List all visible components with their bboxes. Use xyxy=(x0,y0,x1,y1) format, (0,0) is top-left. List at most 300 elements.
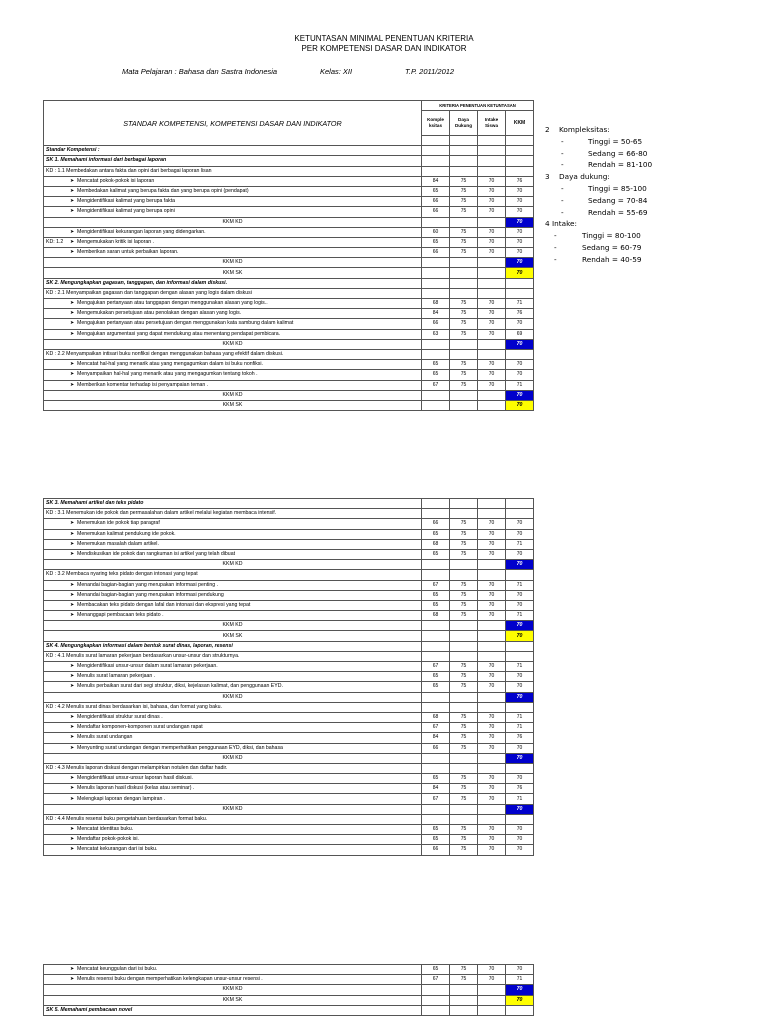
arrow-bullet-icon: ➤ xyxy=(70,663,75,670)
empty-cell xyxy=(506,570,534,580)
table-row xyxy=(44,580,534,590)
indicator-text: Membedakan kalimat yang berupa fakta dan yang berupa opini (pendapat) xyxy=(77,188,249,195)
intake-value: 70 xyxy=(478,539,506,549)
col-header-support: Daya Dukung xyxy=(450,111,478,136)
legend-marker: - xyxy=(561,160,564,170)
kkm-value: 71 xyxy=(506,299,534,309)
kkm-value: 70 xyxy=(506,186,534,196)
indicator-cell xyxy=(44,825,422,835)
indicator-cell xyxy=(44,845,422,855)
intake-value: 70 xyxy=(478,835,506,845)
arrow-bullet-icon: ➤ xyxy=(70,228,75,235)
arrow-bullet-icon: ➤ xyxy=(70,846,75,853)
support-value: 75 xyxy=(450,237,478,247)
empty-cell xyxy=(478,268,506,278)
indicator-cell xyxy=(44,360,422,370)
empty-cell xyxy=(422,288,450,298)
empty-cell xyxy=(478,278,506,288)
support-value: 75 xyxy=(450,590,478,600)
indicator-cell xyxy=(44,600,422,610)
empty-cell xyxy=(422,995,450,1005)
kkm-value: 76 xyxy=(506,176,534,186)
intake-value: 70 xyxy=(478,794,506,804)
empty-cell xyxy=(422,804,450,814)
basic-competency: KD : 2.1 Menyampaikan gagasan dan tanggapan dengan alasan yang logis dalam diskusi xyxy=(44,288,422,298)
complexity-value: 67 xyxy=(422,580,450,590)
empty-cell xyxy=(422,156,450,166)
complexity-value: 65 xyxy=(422,549,450,559)
indicator-text: Mengajukan pertanyaan atau tanggapan dengan menggunakan alasan yang logis.. xyxy=(77,300,268,307)
kd-row xyxy=(44,763,534,773)
indicator-text: Membacakan teks pidato dengan lafal dan intonasi dan ekspresi yang tepat xyxy=(77,601,251,608)
empty-cell xyxy=(450,621,478,631)
complexity-value: 84 xyxy=(422,309,450,319)
kkm-total: 70 xyxy=(506,985,534,995)
empty-cell xyxy=(506,288,534,298)
empty-cell xyxy=(422,692,450,702)
kkm-value: 70 xyxy=(506,197,534,207)
table-row xyxy=(44,197,534,207)
indicator-text: Memberikan komentar terhadap isi penyampaian teman . xyxy=(77,381,209,388)
kkm-total: 70 xyxy=(506,217,534,227)
kd-row xyxy=(44,349,534,359)
kkm-label: KKM KD xyxy=(44,560,422,570)
kd-code: KD: 1.2 xyxy=(46,238,64,245)
section-row xyxy=(44,1005,534,1015)
empty-cell xyxy=(422,339,450,349)
section-row xyxy=(44,146,534,156)
support-value: 75 xyxy=(450,529,478,539)
support-value: 75 xyxy=(450,380,478,390)
kkm-value: 70 xyxy=(506,319,534,329)
empty-cell xyxy=(450,349,478,359)
support-value: 75 xyxy=(450,319,478,329)
indicator-cell xyxy=(44,743,422,753)
kkm-label: KKM KD xyxy=(44,804,422,814)
table-row xyxy=(44,743,534,753)
basic-competency: KD : 3.1 Menemukan ide pokok dan permasalahan dalam artikel melalui kegiatan membaca intensif. xyxy=(44,509,422,519)
empty-cell xyxy=(422,258,450,268)
arrow-bullet-icon: ➤ xyxy=(70,249,75,256)
intake-value: 70 xyxy=(478,975,506,985)
empty-cell xyxy=(506,156,534,166)
support-value: 75 xyxy=(450,197,478,207)
intake-value: 70 xyxy=(478,611,506,621)
intake-value: 70 xyxy=(478,662,506,672)
kkm-value: 71 xyxy=(506,723,534,733)
empty-cell xyxy=(450,268,478,278)
table-row xyxy=(44,794,534,804)
table-row xyxy=(44,712,534,722)
support-value: 75 xyxy=(450,611,478,621)
empty-cell xyxy=(422,753,450,763)
kkm-row xyxy=(44,631,534,641)
kkm-value: 71 xyxy=(506,662,534,672)
school-year-label: T.P. 2011/2012 xyxy=(405,67,455,76)
kkm-value: 71 xyxy=(506,712,534,722)
support-value: 75 xyxy=(450,672,478,682)
kkm-value: 70 xyxy=(506,207,534,217)
intake-value: 70 xyxy=(478,519,506,529)
arrow-bullet-icon: ➤ xyxy=(70,976,75,983)
kkm-label: KKM KD xyxy=(44,985,422,995)
table-row xyxy=(44,370,534,380)
intake-value: 70 xyxy=(478,682,506,692)
kkm-value: 70 xyxy=(506,549,534,559)
support-value: 75 xyxy=(450,845,478,855)
section-row xyxy=(44,156,534,166)
indicator-text: Mencatat kekurangan dari isi buku. xyxy=(77,846,158,853)
indicator-text: Mengajukan argumentasi yang dapat mendukung atau menentang pendapat pembicara. xyxy=(77,330,281,337)
kkm-total: 70 xyxy=(506,339,534,349)
support-value: 75 xyxy=(450,370,478,380)
empty-cell xyxy=(450,166,478,176)
intake-value: 70 xyxy=(478,590,506,600)
kkm-row xyxy=(44,692,534,702)
empty-cell xyxy=(506,146,534,156)
support-value: 75 xyxy=(450,733,478,743)
indicator-cell xyxy=(44,723,422,733)
kkm-value: 70 xyxy=(506,672,534,682)
standard-competency: Standar Kompetensi : xyxy=(44,146,422,156)
intake-value: 70 xyxy=(478,329,506,339)
indicator-cell xyxy=(44,580,422,590)
support-value: 75 xyxy=(450,682,478,692)
indicator-text: Menemukan kalimat pendukung ide pokok. xyxy=(77,530,176,537)
kkm-value: 70 xyxy=(506,227,534,237)
indicator-cell xyxy=(44,299,422,309)
empty-cell xyxy=(506,641,534,651)
empty-cell xyxy=(478,390,506,400)
table-row xyxy=(44,309,534,319)
kd-row xyxy=(44,651,534,661)
intake-value: 70 xyxy=(478,580,506,590)
arrow-bullet-icon: ➤ xyxy=(70,188,75,195)
complexity-value: 66 xyxy=(422,743,450,753)
empty-cell xyxy=(506,814,534,824)
intake-value: 70 xyxy=(478,309,506,319)
empty-cell xyxy=(450,702,478,712)
intake-value: 70 xyxy=(478,743,506,753)
kkm-total: 70 xyxy=(506,631,534,641)
kkm-value: 76 xyxy=(506,309,534,319)
table-row xyxy=(44,600,534,610)
kkm-value: 70 xyxy=(506,682,534,692)
table-row xyxy=(44,319,534,329)
arrow-bullet-icon: ➤ xyxy=(70,724,75,731)
legend-marker: - xyxy=(554,231,557,241)
kkm-value: 70 xyxy=(506,835,534,845)
complexity-value: 66 xyxy=(422,197,450,207)
arrow-bullet-icon: ➤ xyxy=(70,612,75,619)
table-row xyxy=(44,825,534,835)
empty-cell xyxy=(450,390,478,400)
empty-cell xyxy=(506,702,534,712)
support-value: 75 xyxy=(450,360,478,370)
complexity-value: 84 xyxy=(422,733,450,743)
complexity-value: 65 xyxy=(422,825,450,835)
empty-cell xyxy=(478,814,506,824)
criteria-table-3 xyxy=(43,964,534,1016)
criteria-table-2 xyxy=(43,498,534,856)
intake-value: 70 xyxy=(478,299,506,309)
kkm-row xyxy=(44,217,534,227)
complexity-value: 65 xyxy=(422,965,450,975)
basic-competency: KD : 1.1 Membedakan antara fakta dan opini dari berbagai laporan lisan xyxy=(44,166,422,176)
kkm-label: KKM SK xyxy=(44,631,422,641)
arrow-bullet-icon: ➤ xyxy=(70,520,75,527)
complexity-value: 60 xyxy=(422,227,450,237)
indicator-text: Mendaftar komponen-komponen surat undangan rapat xyxy=(77,724,203,731)
table-row xyxy=(44,207,534,217)
empty-cell xyxy=(450,804,478,814)
empty-cell xyxy=(422,509,450,519)
indicator-cell xyxy=(44,197,422,207)
empty-cell xyxy=(450,509,478,519)
empty-cell xyxy=(450,278,478,288)
kkm-value: 71 xyxy=(506,580,534,590)
support-value: 75 xyxy=(450,176,478,186)
kkm-total: 70 xyxy=(506,258,534,268)
empty-cell xyxy=(478,804,506,814)
empty-cell xyxy=(422,166,450,176)
kkm-row xyxy=(44,560,534,570)
empty-cell xyxy=(450,400,478,410)
legend-text: Rendah = 55-69 xyxy=(588,207,648,217)
kkm-row xyxy=(44,985,534,995)
empty-cell xyxy=(478,763,506,773)
kd-row xyxy=(44,509,534,519)
intake-value: 70 xyxy=(478,360,506,370)
complexity-value: 65 xyxy=(422,672,450,682)
table-row xyxy=(44,965,534,975)
kkm-value: 70 xyxy=(506,237,534,247)
legend-marker: - xyxy=(554,242,557,252)
arrow-bullet-icon: ➤ xyxy=(70,826,75,833)
intake-value: 70 xyxy=(478,733,506,743)
empty-cell xyxy=(450,156,478,166)
complexity-value: 65 xyxy=(422,774,450,784)
legend-marker: - xyxy=(561,136,564,146)
arrow-bullet-icon: ➤ xyxy=(70,371,75,378)
kkm-value: 70 xyxy=(506,825,534,835)
support-value: 75 xyxy=(450,600,478,610)
empty-cell xyxy=(450,651,478,661)
kkm-total: 70 xyxy=(506,804,534,814)
indicator-text: Menemukan masalah dalam artikel. xyxy=(77,540,159,547)
intake-value: 70 xyxy=(478,774,506,784)
indicator-text: Mendiskusikan ide pokok dan rangkuman isi artikel yang telah dibuat xyxy=(77,551,236,558)
empty-cell xyxy=(422,631,450,641)
arrow-bullet-icon: ➤ xyxy=(70,361,75,368)
indicator-cell xyxy=(44,186,422,196)
indicator-text: Mencatat hal-hal yang menarik atau yang mengagumkan dalam isi buku nonfiksi. xyxy=(77,361,263,368)
table-row xyxy=(44,784,534,794)
support-value: 75 xyxy=(450,662,478,672)
indicator-cell xyxy=(44,539,422,549)
complexity-value: 84 xyxy=(422,784,450,794)
basic-competency: KD : 4.4 Menulis resensi buku pengetahuan berdasarkan format baku. xyxy=(44,814,422,824)
intake-value: 70 xyxy=(478,529,506,539)
indicator-cell xyxy=(44,309,422,319)
kkm-label: KKM KD xyxy=(44,753,422,763)
support-value: 75 xyxy=(450,784,478,794)
indicator-text: Menandai bagian-bagian yang merupakan informasi penting . xyxy=(77,581,219,588)
empty-cell xyxy=(478,166,506,176)
table-row xyxy=(44,529,534,539)
empty-cell xyxy=(422,570,450,580)
kkm-value: 71 xyxy=(506,611,534,621)
indicator-cell xyxy=(44,794,422,804)
complexity-value: 66 xyxy=(422,519,450,529)
support-value: 75 xyxy=(450,712,478,722)
kkm-total: 70 xyxy=(506,400,534,410)
indicator-cell xyxy=(44,662,422,672)
support-value: 75 xyxy=(450,743,478,753)
indicator-cell xyxy=(44,248,422,258)
support-value: 75 xyxy=(450,299,478,309)
empty-cell xyxy=(450,288,478,298)
table-main-header: STANDAR KOMPETENSI, KOMPETENSI DASAR DAN INDIKATOR xyxy=(44,101,422,146)
complexity-value: 66 xyxy=(422,319,450,329)
complexity-value: 67 xyxy=(422,662,450,672)
indicator-cell xyxy=(44,975,422,985)
intake-value: 70 xyxy=(478,186,506,196)
arrow-bullet-icon: ➤ xyxy=(70,744,75,751)
kkm-row xyxy=(44,400,534,410)
indicator-cell xyxy=(44,370,422,380)
indicator-text: Menulis surat undangan xyxy=(77,734,133,741)
arrow-bullet-icon: ➤ xyxy=(70,177,75,184)
empty-cell xyxy=(422,146,450,156)
complexity-value: 63 xyxy=(422,329,450,339)
legend-text: Sedang = 60-79 xyxy=(582,242,642,252)
table-row xyxy=(44,590,534,600)
arrow-bullet-icon: ➤ xyxy=(70,320,75,327)
legend-text: Rendah = 40-59 xyxy=(582,254,642,264)
empty-cell xyxy=(478,702,506,712)
criteria-header: KRITERIA PENENTUAN KETUNTASAN xyxy=(422,101,534,111)
empty-cell xyxy=(478,995,506,1005)
table-row xyxy=(44,611,534,621)
indicator-text: Mengajukan pertanyaan atau persetujuan dengan menggunakan kata sambung dalam kalimat xyxy=(77,320,294,327)
intake-value: 70 xyxy=(478,845,506,855)
table-row xyxy=(44,519,534,529)
indicator-text: Mencatat keunggulan dari isi buku. xyxy=(77,966,158,973)
indicator-text: Mengidentifikasi unsur-unsur laporan hasil diskusi. xyxy=(77,775,193,782)
indicator-cell xyxy=(44,176,422,186)
basic-competency: KD : 2.2 Menyampaikan intisari buku nonfiksi dengan menggunakan bahasa yang efektif dalam diskusi. xyxy=(44,349,422,359)
support-value: 75 xyxy=(450,227,478,237)
empty-cell xyxy=(422,349,450,359)
document-subtitle: PER KOMPETENSI DASAR DAN INDIKATOR xyxy=(301,44,467,53)
table-row xyxy=(44,723,534,733)
indicator-cell xyxy=(44,712,422,722)
support-value: 75 xyxy=(450,549,478,559)
empty-cell xyxy=(422,814,450,824)
arrow-bullet-icon: ➤ xyxy=(70,330,75,337)
indicator-cell xyxy=(44,549,422,559)
indicator-text: Mencatat identitas buku. xyxy=(77,826,134,833)
empty-cell xyxy=(422,560,450,570)
intake-value: 70 xyxy=(478,319,506,329)
indicator-text: Mendaftar pokok-pokok isi. xyxy=(77,836,139,843)
kkm-value: 76 xyxy=(506,784,534,794)
intake-value: 70 xyxy=(478,227,506,237)
complexity-value: 84 xyxy=(422,176,450,186)
col-header-complexity: Komple ksitas xyxy=(422,111,450,136)
legend-text: Daya dukung: xyxy=(559,172,610,182)
empty-cell xyxy=(450,560,478,570)
support-value: 75 xyxy=(450,207,478,217)
complexity-value: 65 xyxy=(422,835,450,845)
kkm-row xyxy=(44,390,534,400)
empty-cell xyxy=(506,499,534,509)
empty-cell xyxy=(478,499,506,509)
legend-text: Kompleksitas: xyxy=(559,125,610,134)
indicator-cell xyxy=(44,733,422,743)
arrow-bullet-icon: ➤ xyxy=(70,673,75,680)
arrow-bullet-icon: ➤ xyxy=(70,836,75,843)
indicator-text: Menanggapi pembacaan teks pidato . xyxy=(77,612,164,619)
legend-marker: 3 xyxy=(545,172,550,182)
kkm-row xyxy=(44,268,534,278)
legend-marker: 2 xyxy=(545,125,550,134)
indicator-cell xyxy=(44,965,422,975)
complexity-value: 66 xyxy=(422,248,450,258)
support-value: 75 xyxy=(450,835,478,845)
table-row xyxy=(44,186,534,196)
indicator-text: Mengemukakan kritik isi laporan . xyxy=(77,238,154,245)
complexity-value: 66 xyxy=(422,207,450,217)
empty-cell xyxy=(450,570,478,580)
kkm-total: 70 xyxy=(506,268,534,278)
legend-text: Tinggi = 50-65 xyxy=(588,136,643,146)
intake-value: 70 xyxy=(478,248,506,258)
kkm-label: KKM SK xyxy=(44,995,422,1005)
empty-cell xyxy=(450,995,478,1005)
complexity-value: 65 xyxy=(422,360,450,370)
empty-cell xyxy=(478,631,506,641)
indicator-text: Menyampaikan hal-hal yang menarik atau yang mengagumkan tentang tokoh . xyxy=(77,371,258,378)
support-value: 75 xyxy=(450,186,478,196)
table-row xyxy=(44,672,534,682)
legend-marker: - xyxy=(561,207,564,217)
col-header-intake: Intake Siswa xyxy=(478,111,506,136)
complexity-value: 67 xyxy=(422,794,450,804)
intake-value: 70 xyxy=(478,965,506,975)
indicator-text: Mengidentifikasi kalimat yang berupa fakta xyxy=(77,198,176,205)
empty-cell xyxy=(478,509,506,519)
intake-value: 70 xyxy=(478,825,506,835)
kkm-value: 70 xyxy=(506,370,534,380)
table-row xyxy=(44,682,534,692)
support-value: 75 xyxy=(450,825,478,835)
kkm-row xyxy=(44,339,534,349)
indicator-cell xyxy=(44,237,422,247)
complexity-value: 68 xyxy=(422,611,450,621)
complexity-value: 68 xyxy=(422,299,450,309)
intake-value: 70 xyxy=(478,549,506,559)
empty-cell xyxy=(450,985,478,995)
arrow-bullet-icon: ➤ xyxy=(70,381,75,388)
standard-competency: SK 2. Mengungkapkan gagasan, tanggapan, dan informasi dalam diskusi. xyxy=(44,278,422,288)
arrow-bullet-icon: ➤ xyxy=(70,198,75,205)
empty-cell xyxy=(478,570,506,580)
document-title: KETUNTASAN MINIMAL PENENTUAN KRITERIA xyxy=(294,34,474,43)
indicator-text: Mencatat pokok-pokok isi laporan xyxy=(77,177,155,184)
basic-competency: KD : 4.1 Menulis surat lamaran pekerjaan berdasarkan unsur-unsur dan strukturnya. xyxy=(44,651,422,661)
